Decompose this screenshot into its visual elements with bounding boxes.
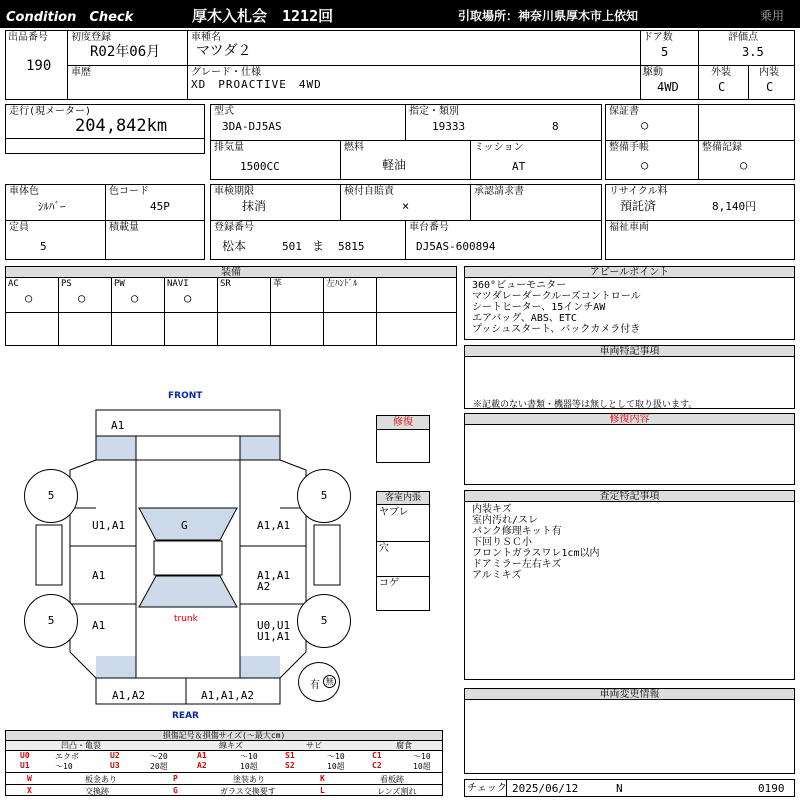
appeal-list <box>472 280 641 335</box>
equip-lhd-label: 左ﾊﾝﾄﾞﾙ <box>326 279 358 289</box>
appeal-item: シートヒーター、15インチAW <box>472 302 606 313</box>
warranty-label: 保証書 <box>609 106 639 117</box>
part-right-rear-door: A1,A1 A2 <box>257 569 291 593</box>
lot-number: 190 <box>26 58 52 74</box>
drive-value: 4WD <box>657 80 679 94</box>
pickup-location: 引取場所：神奈川県厚木市上依知 <box>458 9 639 23</box>
capacity-value: 5 <box>40 240 47 253</box>
first-reg-value: R02年06月 <box>90 44 161 60</box>
tire-front-right: 5 <box>297 469 351 523</box>
lot-label: 出品番号 <box>8 32 48 43</box>
part-rear-bumper-left: A1,A2 <box>112 689 146 702</box>
part-right-quarter: U0,U1 U1,A1 <box>257 619 291 643</box>
appeal-item: 360°ビューモニター <box>472 280 567 291</box>
legend-code: S2 <box>285 761 295 770</box>
legend-code: C1 <box>372 751 382 760</box>
check-date: 2025/06/12 <box>512 782 579 795</box>
legend-title: 損傷記号＆損傷サイズ(〜最大cm) <box>6 731 442 741</box>
appraisal-item: 内装キズ <box>472 504 512 515</box>
interior-burn: コゲ <box>379 578 399 589</box>
color-value: ｼﾙﾊﾞｰ <box>38 200 66 213</box>
category: 乗用 <box>760 9 785 23</box>
appraisal-item: 室内汚れ/スレ <box>472 515 539 526</box>
appraisal-box <box>464 490 795 680</box>
header-title: Condition Check <box>6 10 134 25</box>
appeal-item: エアバッグ、ABS、ETC <box>472 313 577 324</box>
mission-label: ミッション <box>474 142 524 153</box>
repair-side-label: 修復 <box>377 416 429 430</box>
recycle-label: リサイクル料 <box>609 186 668 197</box>
legend-desc: 交換跡 <box>85 787 109 796</box>
check-number: 0190 <box>758 782 785 795</box>
inspection-label: 車検期限 <box>214 186 254 197</box>
legend-code: U2 <box>110 751 120 760</box>
insurance-value: × <box>402 199 410 213</box>
legend-desc: エクボ <box>55 752 79 761</box>
insurance-label: 検付自賠責 <box>344 186 394 197</box>
equip-navi-mark: ○ <box>184 291 192 305</box>
appraisal-item: ドアミラー左右キズ <box>472 559 562 570</box>
appraisal-item: 下回りＳＣ小 <box>472 537 532 548</box>
part-left-quarter: A1 <box>92 619 106 632</box>
legend-repair-rows <box>5 773 443 796</box>
interior-value: C <box>766 80 774 94</box>
part-right-front-door: A1,A1 <box>257 519 291 532</box>
appraisal-list <box>472 504 599 581</box>
drive-label: 駆動 <box>643 67 663 78</box>
legend-code: K <box>320 774 325 783</box>
tire-rear-right: 5 <box>297 594 351 648</box>
change-info-title: 車両変更情報 <box>465 689 794 700</box>
displacement-value: 1500CC <box>240 160 280 173</box>
grade-label: グレード・仕様 <box>191 67 261 78</box>
legend-desc: 看板跡 <box>380 775 404 784</box>
part-left-front-door: U1,A1 <box>92 519 126 532</box>
equip-pw-mark: ○ <box>131 291 139 305</box>
change-info-box <box>464 688 795 774</box>
type-label: 型式 <box>214 106 234 117</box>
legend-group-scratch: 線キズ <box>219 741 243 750</box>
legend-code: U0 <box>20 751 30 760</box>
designation-label: 指定・類別 <box>409 106 459 117</box>
designation-value: 19333 <box>432 120 466 133</box>
doors-label: ドア数 <box>643 32 673 43</box>
chassis-label: 車台番号 <box>409 222 449 233</box>
manual-value: ○ <box>641 158 649 172</box>
legend-desc: 10超 <box>240 762 258 771</box>
model-label: 車種名 <box>191 32 221 43</box>
trunk-label: trunk <box>174 614 198 624</box>
grade-value: XD PROACTIVE 4WD <box>191 78 322 91</box>
recycle-status: 預託済 <box>620 199 657 213</box>
tire-rear-left: 5 <box>24 594 78 648</box>
history-label: 車歴 <box>71 67 91 78</box>
legend-size-rows <box>5 750 443 772</box>
capacity-label: 定員 <box>9 222 29 233</box>
part-front-bumper: A1 <box>111 419 125 432</box>
exterior-value: C <box>718 80 726 94</box>
model-value: マツダ２ <box>196 43 252 59</box>
legend-code: G <box>173 786 178 795</box>
interior-label: 内装 <box>759 67 779 78</box>
legend-desc: 〜20 <box>150 752 168 761</box>
repair-title: 修復内容 <box>465 414 794 425</box>
legend-code: L <box>320 786 325 795</box>
legend-group-rust: サビ <box>306 741 322 750</box>
legend-desc: 〜10 <box>413 752 431 761</box>
plate-number: 5815 <box>338 240 365 253</box>
equip-leather-label: 革 <box>273 279 283 289</box>
equipment-title: 装備 <box>6 267 456 278</box>
load-label: 積載量 <box>109 222 139 233</box>
special-notes-box <box>464 345 795 409</box>
doors-value: 5 <box>661 45 669 59</box>
appeal-item: プッシュスタート、バックカメラ付き <box>472 324 641 335</box>
tire-front-left: 5 <box>24 469 78 523</box>
legend-desc: 〜10 <box>55 762 73 771</box>
warranty-value: ○ <box>641 118 649 132</box>
equip-ac-label: AC <box>8 279 19 289</box>
mileage-value: 204,842km <box>75 116 168 136</box>
color-code-label: 色コード <box>109 186 149 197</box>
appeal-item: マツダレーダークルーズコントロール <box>472 291 641 302</box>
legend-group-corrosion: 腐食 <box>396 741 412 750</box>
appraisal-item: フロントガラスワレ1cm以内 <box>472 548 600 559</box>
score-label: 評価点 <box>728 32 758 43</box>
category-number: 8 <box>552 120 559 133</box>
part-windshield: G <box>181 519 188 532</box>
equip-pw-label: PW <box>114 279 125 289</box>
appraisal-item: アルミキズ <box>472 570 522 581</box>
auction-title: 厚木入札会 1212回 <box>192 7 334 25</box>
interior-hole: 穴 <box>379 543 389 554</box>
special-notes-disclaimer: ※記載のない書類・機器等は無しとして取り扱います。 <box>473 400 698 410</box>
legend-group-dent: 凹凸・亀裂 <box>61 741 101 750</box>
legend-code: S1 <box>285 751 295 760</box>
legend-code: W <box>27 774 32 783</box>
legend-desc: 板金あり <box>85 775 117 784</box>
interior-lining-title: 客室内張 <box>377 492 429 505</box>
appraisal-title: 査定特記事項 <box>465 491 794 502</box>
record-value: ○ <box>740 158 748 172</box>
approval-label: 承認請求書 <box>474 186 524 197</box>
plate-label: 登録番号 <box>214 222 254 233</box>
plate-kana: ま <box>312 239 325 253</box>
plate-class: 501 <box>282 240 302 253</box>
special-notes-title: 車両特記事項 <box>465 346 794 357</box>
legend-code: A1 <box>197 751 207 760</box>
legend-code: A2 <box>197 761 207 770</box>
manual-label: 整備手帳 <box>609 142 649 153</box>
exterior-label: 外装 <box>711 67 731 78</box>
equip-ac-mark: ○ <box>25 291 33 305</box>
check-code: N <box>616 782 623 795</box>
equip-ps-mark: ○ <box>78 291 86 305</box>
interior-tear: ヤブレ <box>379 507 409 518</box>
spare-tire-circle <box>298 662 340 702</box>
mileage-label: 走行(現メーター) <box>9 106 92 117</box>
fuel-value: 軽油 <box>382 158 407 172</box>
type-value: 3DA-DJ5AS <box>222 120 282 133</box>
legend-desc: 塗装あり <box>233 775 265 784</box>
legend-code: U1 <box>20 761 30 770</box>
legend-code: P <box>173 774 178 783</box>
score-value: 3.5 <box>742 45 764 59</box>
check-label: チェック <box>467 783 507 794</box>
inspection-value: 抹消 <box>242 199 267 213</box>
legend-desc: レンズ割れ <box>377 787 417 796</box>
rear-label: REAR <box>172 711 199 721</box>
recycle-fee: 8,140円 <box>712 200 757 213</box>
spare-label: 有 <box>310 680 320 691</box>
legend-desc: 〜10 <box>240 752 258 761</box>
spare-mark: 無 <box>323 675 336 688</box>
equip-sr-label: SR <box>220 279 231 289</box>
legend-desc: ガラス交換要す <box>220 787 276 796</box>
equip-navi-label: NAVI <box>167 279 189 289</box>
color-label: 車体色 <box>9 186 39 197</box>
appeal-title: アピールポイント <box>465 267 794 278</box>
fuel-label: 燃料 <box>344 142 364 153</box>
color-code-value: 45P <box>150 200 170 213</box>
part-rear-bumper-right: A1,A1,A2 <box>201 689 254 702</box>
legend-desc: 10超 <box>413 762 431 771</box>
legend-desc: 10超 <box>327 762 345 771</box>
welfare-label: 福祉車両 <box>609 222 649 233</box>
legend-desc: 〜10 <box>327 752 345 761</box>
legend-code: C2 <box>372 761 382 770</box>
appraisal-item: パンク修理キット有 <box>472 526 562 537</box>
appeal-box <box>464 266 795 340</box>
repair-box <box>464 413 795 485</box>
repair-side-box <box>376 415 430 463</box>
plate-area: 松本 <box>222 239 247 253</box>
legend-code: X <box>27 786 32 795</box>
first-reg-label: 初度登録 <box>71 32 111 43</box>
record-label: 整備記録 <box>702 142 742 153</box>
mission-value: AT <box>512 160 526 173</box>
equip-ps-label: PS <box>61 279 72 289</box>
legend-code: U3 <box>110 761 120 770</box>
legend-desc: 20超 <box>150 762 168 771</box>
front-label: FRONT <box>168 391 203 401</box>
chassis-value: DJ5AS-600894 <box>416 240 496 253</box>
displacement-label: 排気量 <box>214 142 244 153</box>
part-left-rear-door: A1 <box>92 569 106 582</box>
